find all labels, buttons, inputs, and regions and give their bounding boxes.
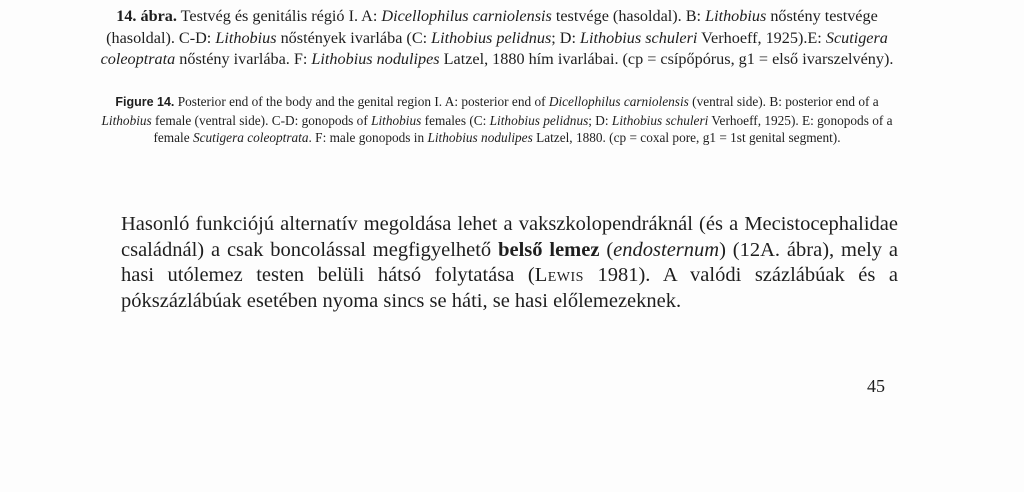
figure-label-hu: 14. ábra. — [116, 7, 177, 25]
species-name: Lithobius schuleri — [611, 112, 709, 128]
caption-text: ; D: — [551, 28, 581, 47]
caption-text: Latzel, 1880. (cp = coxal pore, g1 = 1st genital segment). — [532, 130, 841, 146]
caption-text: Posterior end of the body and the genital region I. A: posterior end of — [174, 94, 549, 109]
species-name: Lithobius schuleri — [580, 28, 698, 47]
caption-text: (ventral side). B: posterior end of a — [688, 94, 879, 109]
caption-text: nőstények ivarlába (C: — [276, 28, 432, 47]
term-bold: belső lemez — [498, 238, 600, 261]
species-name: Scutigera coleoptrata — [100, 28, 888, 68]
figure-caption-english — [90, 93, 904, 147]
figure-caption-hungarian — [88, 6, 906, 71]
species-name: Lithobius pelidnus — [431, 28, 552, 47]
figure-label-en: Figure 14. — [115, 95, 175, 109]
caption-text: testvége (hasoldal). B: — [551, 7, 706, 25]
caption-text: Verhoeff, 1925).E: — [697, 28, 826, 47]
caption-text: ; D: — [588, 112, 612, 128]
page-number: 45 — [867, 376, 885, 396]
paragraph-text: 1981). A valódi százlábúak és a pókszázlábúak esetében nyoma sincs se háti, se hasi előlemezeknek. — [121, 264, 898, 312]
species-name: Lithobius — [371, 112, 422, 128]
paragraph-text: Hasonló funkciójú alternatív megoldása lehet a vakszkolopendráknál (és a Mecistocephalidae családnál) a csak boncolással megfigyelhető — [121, 213, 898, 261]
species-name: Scutigera coleoptrata — [192, 130, 309, 146]
caption-text: Latzel, 1880 hím ivarlábai. (cp = csípőpórus, g1 = első ivarszelvény). — [439, 50, 894, 68]
body-paragraph — [121, 212, 898, 314]
caption-text: nőstény testvége (hasoldal). C-D: — [106, 7, 878, 47]
caption-text: female (ventral side). C-D: gonopods of — [151, 112, 372, 128]
species-name: Lithobius — [101, 112, 152, 128]
species-name: Lithobius pelidnus — [489, 112, 589, 128]
species-name: Dicellophilus carniolensis — [381, 7, 552, 25]
caption-text: Verhoeff, 1925). E: gonopods of a female — [153, 112, 893, 146]
caption-text: . F: male gonopods in — [308, 130, 428, 146]
term-italic: endosternum — [613, 238, 720, 261]
caption-text: females (C: — [421, 112, 490, 128]
species-name: Lithobius — [705, 7, 767, 25]
caption-text: nőstény ivarlába. F: — [175, 50, 312, 68]
species-name: Dicellophilus carniolensis — [548, 94, 689, 109]
caption-text: Testvég és genitális régió I. A: — [176, 7, 382, 25]
paragraph-text: ( — [599, 238, 614, 261]
species-name: Lithobius — [215, 28, 277, 47]
species-name: Lithobius nodulipes — [311, 50, 440, 68]
paragraph-text: ) (12A. ábra), mely a hasi utólemez testen belüli hátsó folytatása ( — [121, 238, 898, 286]
author-name: Lewis — [534, 264, 584, 286]
species-name: Lithobius nodulipes — [427, 130, 533, 146]
